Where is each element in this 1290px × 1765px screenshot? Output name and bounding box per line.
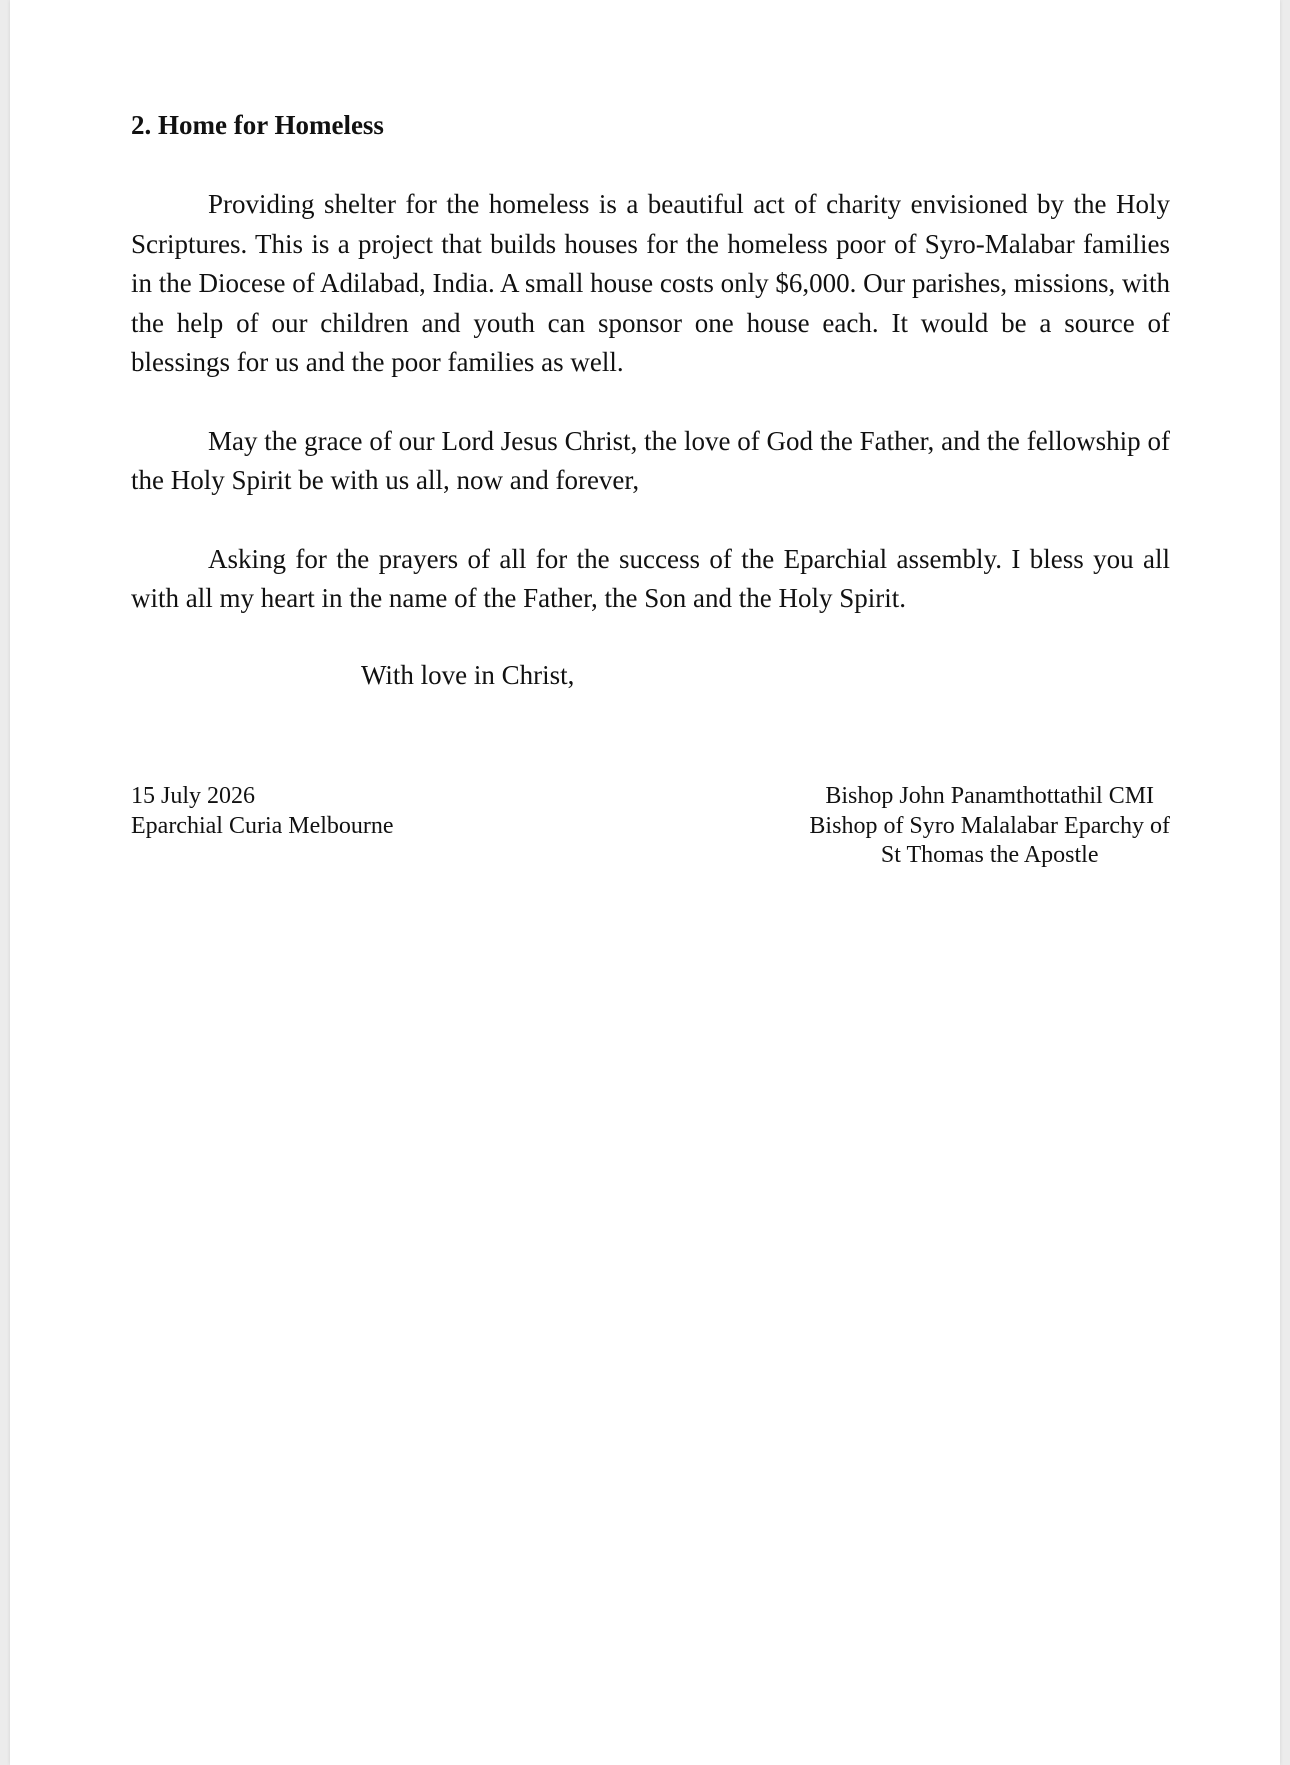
signature-block <box>809 782 1170 871</box>
paragraph-home-for-homeless: Providing shelter for the homeless is a beautiful act of charity envisioned by the Holy Scriptures. This is a project that builds houses for the homeless poor of Syro-Malabar families in the Diocese of Adilabad, India. A small house costs only $6,000. Our parishes, missions, with the help of our children and youth can sponsor one house each. It would be a source of blessings for us and the poor families as well. <box>131 189 1170 377</box>
letter-place: Eparchial Curia Melbourne <box>131 812 394 839</box>
closing-salutation: With love in Christ, <box>361 659 575 690</box>
paragraph-blessing: May the grace of our Lord Jesus Christ, the love of God the Father, and the fellowship of the Holy Spirit be with us all, now and forever, <box>131 425 1170 495</box>
section-heading: 2. Home for Homeless <box>131 110 384 140</box>
signatory-title-line2: St Thomas the Apostle <box>880 842 1099 868</box>
document-page <box>10 0 1280 1765</box>
letter-body <box>131 108 1170 692</box>
signatory-name: Bishop John Panamthottathil CMI <box>825 783 1155 809</box>
paragraph-prayers: Asking for the prayers of all for the success of the Eparchial assembly. I bless you all with all my heart in the name of the Father, the Son and the Holy Spirit. <box>131 543 1170 613</box>
letter-date: 15 July 2026 <box>131 783 256 809</box>
date-place-block <box>131 782 394 841</box>
signatory-title-line1: Bishop of Syro Malalabar Eparchy of <box>809 812 1170 839</box>
